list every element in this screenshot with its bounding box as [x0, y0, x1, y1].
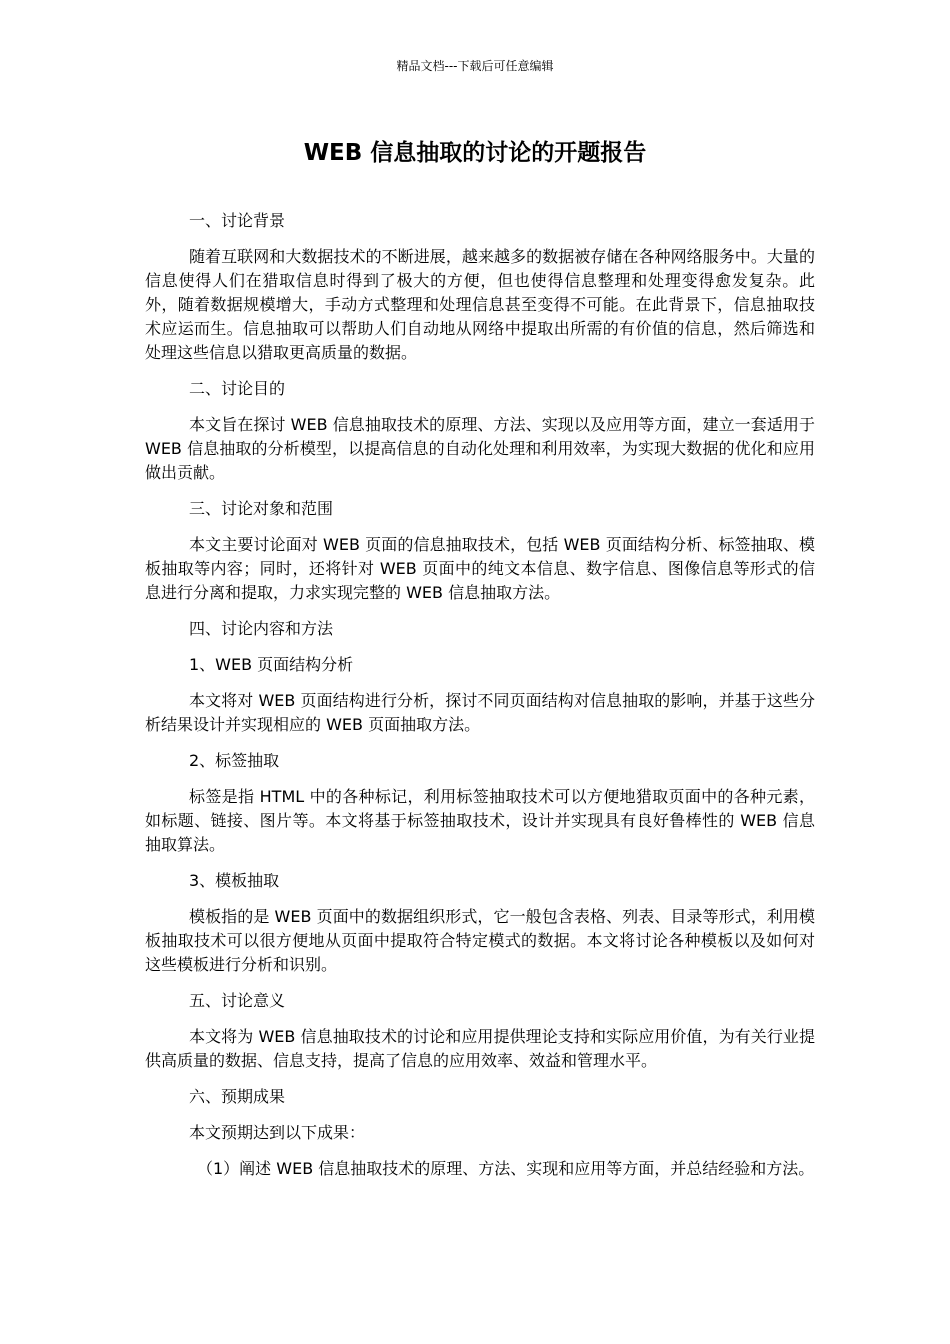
- section-heading-purpose: 二、讨论目的: [189, 379, 286, 398]
- section-text-background: 随着互联网和大数据技术的不断进展，越来越多的数据被存储在各种网络服务中。大量的信息使得人们在猎取信息时得到了极大的方便，但也使得信息整理和处理变得愈发复杂。此外，随着数据规模增大，手动方式整理和处理信息甚至变得不可能。在此背景下，信息抽取技术应运而生。信息抽取可以帮助人们自动地从网络中提取出所需的有价值的信息，然后筛选和处理这些信息以猎取更高质量的数据。: [145, 247, 815, 362]
- subsection-heading-tag: 2、标签抽取: [189, 751, 280, 770]
- result-item-1: （1）阐述 WEB 信息抽取技术的原理、方法、实现和应用等方面，并总结经验和方法。: [197, 1159, 815, 1178]
- subsection-text-template: 模板指的是 WEB 页面中的数据组织形式，它一般包含表格、列表、目录等形式，利用模板抽取技术可以很方便地从页面中提取符合特定模式的数据。本文将讨论各种模板以及如何对这些模板进行分析和识别。: [145, 907, 815, 974]
- subsection-heading-template: 3、模板抽取: [189, 871, 280, 890]
- document-title: WEB 信息抽取的讨论的开题报告: [303, 140, 647, 166]
- section-heading-content: 四、讨论内容和方法: [189, 619, 334, 638]
- section-heading-scope: 三、讨论对象和范围: [189, 499, 334, 518]
- section-heading-results: 六、预期成果: [189, 1087, 286, 1106]
- header-note: 精品文档---下载后可任意编辑: [396, 59, 554, 73]
- document-body: [145, 209, 815, 1193]
- subsection-heading-structure: 1、WEB 页面结构分析: [189, 655, 354, 674]
- section-text-scope: 本文主要讨论面对 WEB 页面的信息抽取技术，包括 WEB 页面结构分析、标签抽取、模板抽取等内容；同时，还将针对 WEB 页面中的纯文本信息、数字信息、图像信息等形式的信息进行分离和提取，力求实现完整的 WEB 信息抽取方法。: [145, 535, 815, 602]
- subsection-text-tag: 标签是指 HTML 中的各种标记，利用标签抽取技术可以方便地猎取页面中的各种元素，如标题、链接、图片等。本文将基于标签抽取技术，设计并实现具有良好鲁棒性的 WEB 信息抽取算法。: [145, 787, 815, 854]
- section-text-significance: 本文将为 WEB 信息抽取技术的讨论和应用提供理论支持和实际应用价值，为有关行业提供高质量的数据、信息支持，提高了信息的应用效率、效益和管理水平。: [145, 1027, 815, 1070]
- section-heading-significance: 五、讨论意义: [189, 991, 286, 1010]
- section-text-results-intro: 本文预期达到以下成果：: [189, 1123, 366, 1142]
- section-heading-background: 一、讨论背景: [189, 211, 286, 230]
- subsection-text-structure: 本文将对 WEB 页面结构进行分析，探讨不同页面结构对信息抽取的影响，并基于这些分析结果设计并实现相应的 WEB 页面抽取方法。: [145, 691, 815, 734]
- section-text-purpose: 本文旨在探讨 WEB 信息抽取技术的原理、方法、实现以及应用等方面，建立一套适用于 WEB 信息抽取的分析模型，以提高信息的自动化处理和利用效率，为实现大数据的优化和应用做出贡献。: [145, 415, 815, 482]
